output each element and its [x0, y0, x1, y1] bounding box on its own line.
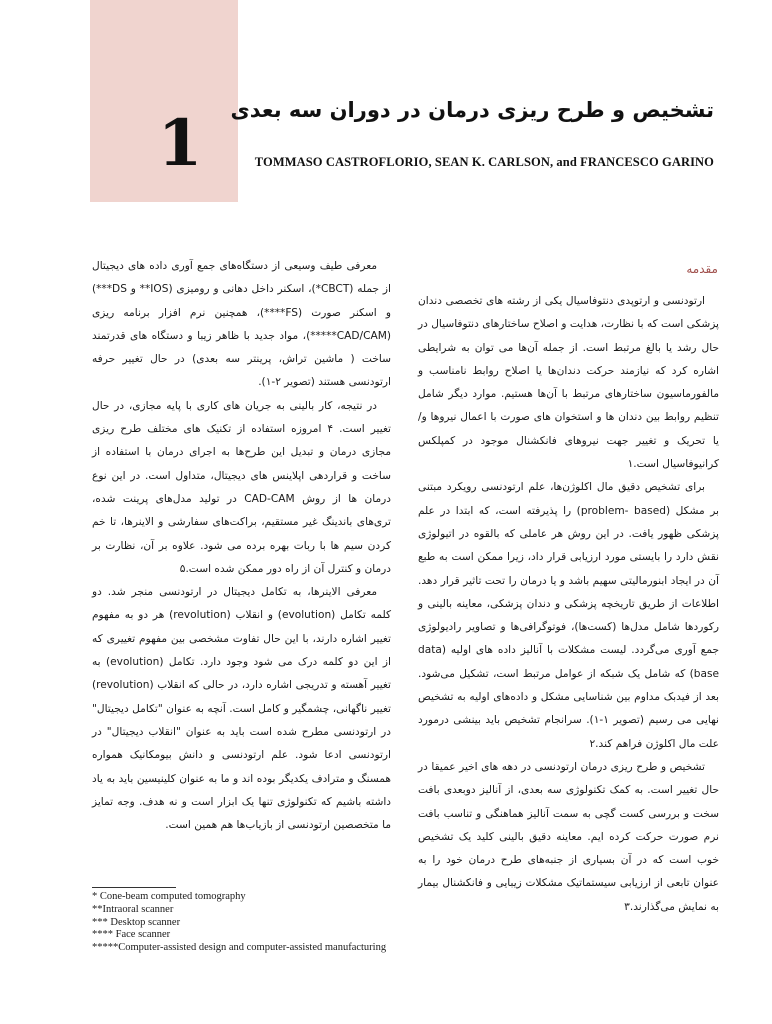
chapter-authors: TOMMASO CASTROFLORIO, SEAN K. CARLSON, and FRANCESCO GARINO [254, 155, 714, 169]
paragraph: معرفی الاینرها، به تکامل دیجیتال در ارتودنسی منجر شد. دو کلمه تکامل (evolution) و انقلاب (revolution) هر دو به مفهوم تغییر اشاره دارند، با این حال تفاوت مشخصی بین مفهوم تغییری که از این دو کلمه درک می شود وجود دارد. تکامل (evolution) به تغییر آهسته و تدریجی اشاره دارد، در حالی که انقلاب (revolution) تغییر ناگهانی، چشمگیر و کامل است. آنچه به عنوان "تکامل دیجیتال" در ارتودنسی مطرح شده است باید به عنوان "انقلاب دیجیتال" در ارتودنسی ادعا شود. علم ارتودنسی و دانش بیومکانیک همواره همسنگ و مترادف یکدیگر بوده اند و ما به عنوان کلینیسین باید به یاد داشته باشیم که تکنولوژی تنها یک ابزار است و نه هدف. وجه تمایز ما متخصصین ارتودنسی از بازیاب‌ها هم همین است. [92, 586, 392, 832]
paragraph: تشخیص و طرح ریزی درمان ارتودنسی در دهه های اخیر عمیقا در حال تغییر است. به کمک تکنولوژی سه بعدی، از آنالیز دوبعدی بافت سخت و بررسی کست گچی به سمت آنالیز هماهنگی و تناسب بافت نرم صورت حرکت کرده ایم. معاینه دقیق بالینی کلید یک تشخیص خوب است که در آن بسیاری از جنبه‌های طرح درمان خود را به عنوان تابعی از ارزیابی سیستماتیک مشکلات زیبایی و فانکشنال بیمار به نمایش می‌گذارند.۳ [418, 760, 719, 913]
footnote: * Cone-beam computed tomography [92, 891, 246, 902]
footnote: **Intraoral scanner [92, 903, 174, 915]
chapter-title: تشخیص و طرح ریزی درمان در دوران سه بعدی [230, 98, 714, 122]
right-column [418, 290, 719, 919]
footnote-divider [92, 887, 176, 888]
footnotes [92, 891, 412, 955]
paragraph: ارتودنسی و ارتوپدی دنتوفاسیال یکی از رشته های تخصصی دندان پزشکی است که با نظارت، هدایت و اصلاح ساختارهای دنتوفاسیال در حال رشد یا بالغ مرتبط است. از جمله آن‌ها می توان به شرایطی اشاره کرد که نیازمند حرکت دندان‌ها یا اصلاح روابط نامناسب و مالفورماسیون ساختارهای مرتبط با آن‌ها هستیم. موارد دیگر شامل تنظیم روابط بین دندان ها و استخوان های صورت با اعمال نیروها و/یا تحریک و تغییر جهت نیروهای فانکشنال موجود در کمپلکس کرانیوفاسیال است.۱ [418, 295, 719, 471]
footnote: *** Desktop scanner [92, 916, 181, 928]
paragraph: در نتیجه، کار بالینی به جریان های کاری با پایه مجازی، در حال تغییر است. ۴ امروزه استفاده از تکنیک های مختلف طرح ریزی مجازی درمان و تبدیل این طرح‌ها به اجرای درمان با استفاده از ساخت و قراردهی اپلاینس های دیجیتال، متداول است. در این نوع درمان ها از روش CAD-CAM در تولید مدل‌های پرینت شده، تری‌های باندینگ غیر مستقیم، براکت‌های سفارشی و الاینرها، تا خم کردن سیم ها با ربات بهره برده می شود. علاوه بر آن، نظارت بر درمان و کنترل آن از راه دور ممکن شده است.۵ [92, 399, 392, 575]
left-column [92, 255, 391, 837]
section-heading-introduction: مقدمه [686, 262, 718, 276]
footnote: *****Computer-assisted design and computer-assisted manufacturing [92, 942, 387, 954]
chapter-number: 1 [157, 106, 203, 181]
paragraph: معرفی طیف وسیعی از دستگاه‌های جمع آوری داده های دیجیتال از جمله (CBCT*)، اسکنر داخل دهانی و رومیزی (IOS** و DS***) و اسکنر صورت (FS****)، همچنین نرم افزار برنامه ریزی (CAD/CAM*****)، مواد جدید با ظاهر زیبا و دستگاه های قدرتمند ساخت ( ماشین تراش، پرینتر سه بعدی) در حال تغییر حرفه ارتودنسی هستند (تصویر ۲-۱). [92, 260, 392, 389]
footnote: **** Face scanner [92, 929, 171, 941]
paragraph: برای تشخیص دقیق مال اکلوژن‌ها، علم ارتودنسی رویکرد مبتنی بر مشکل (problem- based) را پذیرفته است، که ابتدا در علم پزشکی ظهور یافت. در این روش هر عاملی که بالقوه در اتیولوژی نقش دارد را بایستی مورد ارزیابی قرار داد، زیرا ممکن است به طبع آن در ایجاد ابنورمالیتی سهیم باشد و یا درمان را تحت تاثیر قرار دهد. اطلاعات از طریق تاریخچه پزشکی و دندان پزشکی، معاینه بالینی و رکوردها شامل مدل‌ها (کست‌ها)، فوتوگرافی‌ها و تصاویر رادیولوژی جمع آوری می‌گردد. لیست مشکلات با آنالیز داده های اولیه (data base) که شامل یک شبکه از عوامل مرتبط است، تشکیل می‌شود. بعد از فیدبک مداوم بین شناسایی مشکل و داده‌های اولیه به تشخیص نهایی می رسیم (تصویر ۱-۱). سرانجام تشخیص باید بینشی درمورد علت مال اکلوژن فراهم کند.۲ [418, 481, 719, 750]
